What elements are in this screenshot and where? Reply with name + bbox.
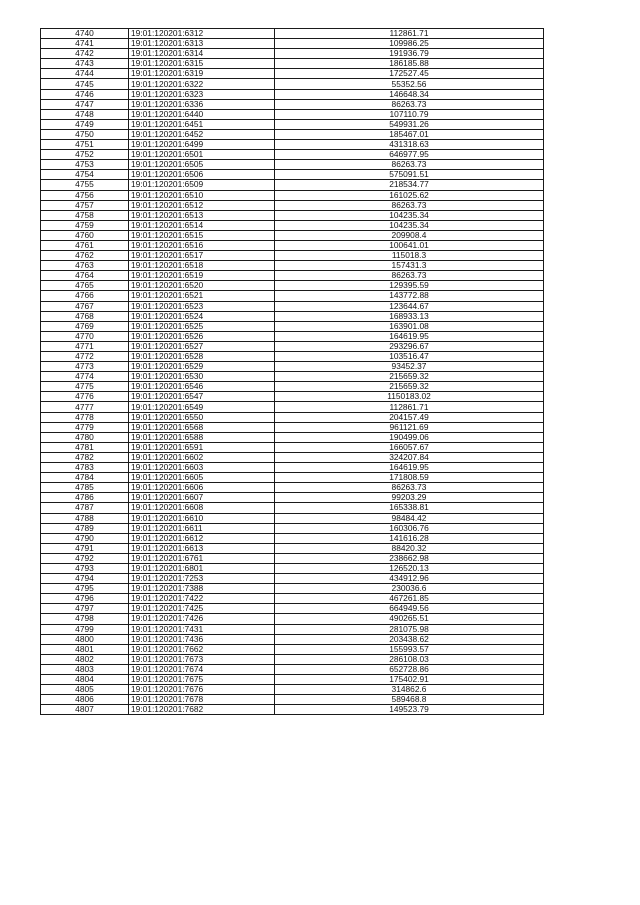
cadastral-number-cell: 19:01:120201:6605 — [129, 473, 275, 483]
cadastral-number-cell: 19:01:120201:6452 — [129, 129, 275, 139]
value-cell: 652728.86 — [275, 664, 544, 674]
row-number-cell: 4782 — [41, 452, 129, 462]
table-row — [41, 584, 544, 594]
row-number-cell: 4749 — [41, 119, 129, 129]
row-number-cell: 4761 — [41, 240, 129, 250]
value-cell: 215659.32 — [275, 372, 544, 382]
row-number-cell: 4750 — [41, 129, 129, 139]
table-row — [41, 654, 544, 664]
cadastral-number-cell: 19:01:120201:7253 — [129, 574, 275, 584]
value-cell: 238662.98 — [275, 553, 544, 563]
row-number-cell: 4758 — [41, 210, 129, 220]
table-row — [41, 422, 544, 432]
table-row — [41, 473, 544, 483]
cadastral-number-cell: 19:01:120201:6451 — [129, 119, 275, 129]
cadastral-number-cell: 19:01:120201:6505 — [129, 160, 275, 170]
table-row — [41, 331, 544, 341]
cadastral-number-cell: 19:01:120201:6613 — [129, 543, 275, 553]
table-row — [41, 69, 544, 79]
cadastral-value-table — [40, 28, 544, 715]
table-row — [41, 493, 544, 503]
value-cell: 575091.51 — [275, 170, 544, 180]
cadastral-number-cell: 19:01:120201:6591 — [129, 442, 275, 452]
cadastral-number-cell: 19:01:120201:7662 — [129, 644, 275, 654]
cadastral-number-cell: 19:01:120201:6530 — [129, 372, 275, 382]
cadastral-number-cell: 19:01:120201:6322 — [129, 79, 275, 89]
table-row — [41, 210, 544, 220]
row-number-cell: 4742 — [41, 49, 129, 59]
row-number-cell: 4768 — [41, 311, 129, 321]
cadastral-number-cell: 19:01:120201:6568 — [129, 422, 275, 432]
cadastral-number-cell: 19:01:120201:6524 — [129, 311, 275, 321]
row-number-cell: 4803 — [41, 664, 129, 674]
table-row — [41, 271, 544, 281]
value-cell: 157431.3 — [275, 261, 544, 271]
table-row — [41, 29, 544, 39]
value-cell: 163901.08 — [275, 321, 544, 331]
value-cell: 190499.06 — [275, 432, 544, 442]
table-row — [41, 594, 544, 604]
table-row — [41, 382, 544, 392]
row-number-cell: 4760 — [41, 230, 129, 240]
cadastral-number-cell: 19:01:120201:6603 — [129, 463, 275, 473]
row-number-cell: 4791 — [41, 543, 129, 553]
row-number-cell: 4786 — [41, 493, 129, 503]
row-number-cell: 4774 — [41, 372, 129, 382]
row-number-cell: 4793 — [41, 563, 129, 573]
row-number-cell: 4799 — [41, 624, 129, 634]
cadastral-number-cell: 19:01:120201:6528 — [129, 352, 275, 362]
value-cell: 434912.96 — [275, 574, 544, 584]
row-number-cell: 4792 — [41, 553, 129, 563]
row-number-cell: 4745 — [41, 79, 129, 89]
row-number-cell: 4776 — [41, 392, 129, 402]
table-row — [41, 685, 544, 695]
value-cell: 467261.85 — [275, 594, 544, 604]
cadastral-number-cell: 19:01:120201:6312 — [129, 29, 275, 39]
row-number-cell: 4804 — [41, 675, 129, 685]
table-row — [41, 99, 544, 109]
cadastral-number-cell: 19:01:120201:6514 — [129, 220, 275, 230]
cadastral-number-cell: 19:01:120201:6509 — [129, 180, 275, 190]
cadastral-number-cell: 19:01:120201:6523 — [129, 301, 275, 311]
cadastral-number-cell: 19:01:120201:7673 — [129, 654, 275, 664]
row-number-cell: 4780 — [41, 432, 129, 442]
cadastral-number-cell: 19:01:120201:6323 — [129, 89, 275, 99]
value-cell: 186185.88 — [275, 59, 544, 69]
cadastral-number-cell: 19:01:120201:6499 — [129, 140, 275, 150]
value-cell: 1150183.02 — [275, 392, 544, 402]
row-number-cell: 4785 — [41, 483, 129, 493]
table-row — [41, 695, 544, 705]
value-cell: 55352.56 — [275, 79, 544, 89]
table-row — [41, 553, 544, 563]
table-row — [41, 513, 544, 523]
table-row — [41, 624, 544, 634]
row-number-cell: 4764 — [41, 271, 129, 281]
row-number-cell: 4805 — [41, 685, 129, 695]
row-number-cell: 4778 — [41, 412, 129, 422]
cadastral-number-cell: 19:01:120201:6512 — [129, 200, 275, 210]
table-row — [41, 311, 544, 321]
value-cell: 215659.32 — [275, 382, 544, 392]
value-cell: 103516.47 — [275, 352, 544, 362]
table-row — [41, 190, 544, 200]
cadastral-number-cell: 19:01:120201:6550 — [129, 412, 275, 422]
row-number-cell: 4801 — [41, 644, 129, 654]
value-cell: 324207.84 — [275, 452, 544, 462]
value-cell: 149523.79 — [275, 705, 544, 715]
cadastral-number-cell: 19:01:120201:6527 — [129, 341, 275, 351]
table-row — [41, 150, 544, 160]
cadastral-number-cell: 19:01:120201:6611 — [129, 523, 275, 533]
cadastral-number-cell: 19:01:120201:6336 — [129, 99, 275, 109]
cadastral-number-cell: 19:01:120201:7674 — [129, 664, 275, 674]
value-cell: 589468.8 — [275, 695, 544, 705]
table-row — [41, 140, 544, 150]
row-number-cell: 4766 — [41, 291, 129, 301]
value-cell: 293296.67 — [275, 341, 544, 351]
table-row — [41, 392, 544, 402]
value-cell: 146648.34 — [275, 89, 544, 99]
table-row — [41, 442, 544, 452]
row-number-cell: 4763 — [41, 261, 129, 271]
value-cell: 86263.73 — [275, 99, 544, 109]
row-number-cell: 4769 — [41, 321, 129, 331]
value-cell: 160306.76 — [275, 523, 544, 533]
cadastral-number-cell: 19:01:120201:6516 — [129, 240, 275, 250]
row-number-cell: 4807 — [41, 705, 129, 715]
value-cell: 129395.59 — [275, 281, 544, 291]
value-cell: 104235.34 — [275, 220, 544, 230]
cadastral-number-cell: 19:01:120201:7682 — [129, 705, 275, 715]
table-row — [41, 362, 544, 372]
row-number-cell: 4752 — [41, 150, 129, 160]
value-cell: 86263.73 — [275, 271, 544, 281]
table-row — [41, 240, 544, 250]
row-number-cell: 4755 — [41, 180, 129, 190]
cadastral-number-cell: 19:01:120201:6501 — [129, 150, 275, 160]
value-cell: 204157.49 — [275, 412, 544, 422]
table-row — [41, 230, 544, 240]
table-row — [41, 160, 544, 170]
cadastral-number-cell: 19:01:120201:6440 — [129, 109, 275, 119]
value-cell: 86263.73 — [275, 483, 544, 493]
value-cell: 100641.01 — [275, 240, 544, 250]
table-row — [41, 281, 544, 291]
cadastral-number-cell: 19:01:120201:7425 — [129, 604, 275, 614]
cadastral-number-cell: 19:01:120201:6602 — [129, 452, 275, 462]
table-row — [41, 483, 544, 493]
cadastral-number-cell: 19:01:120201:7426 — [129, 614, 275, 624]
row-number-cell: 4757 — [41, 200, 129, 210]
value-cell: 123644.67 — [275, 301, 544, 311]
row-number-cell: 4789 — [41, 523, 129, 533]
value-cell: 175402.91 — [275, 675, 544, 685]
cadastral-number-cell: 19:01:120201:6761 — [129, 553, 275, 563]
value-cell: 185467.01 — [275, 129, 544, 139]
row-number-cell: 4741 — [41, 39, 129, 49]
value-cell: 164619.95 — [275, 463, 544, 473]
cadastral-number-cell: 19:01:120201:7436 — [129, 634, 275, 644]
table-row — [41, 59, 544, 69]
cadastral-number-cell: 19:01:120201:6517 — [129, 251, 275, 261]
value-cell: 549931.26 — [275, 119, 544, 129]
row-number-cell: 4773 — [41, 362, 129, 372]
table-row — [41, 180, 544, 190]
value-cell: 171808.59 — [275, 473, 544, 483]
value-cell: 112861.71 — [275, 29, 544, 39]
table-row — [41, 574, 544, 584]
table-row — [41, 523, 544, 533]
row-number-cell: 4790 — [41, 533, 129, 543]
table-row — [41, 109, 544, 119]
value-cell: 646977.95 — [275, 150, 544, 160]
value-cell: 161025.62 — [275, 190, 544, 200]
table-row — [41, 129, 544, 139]
row-number-cell: 4777 — [41, 402, 129, 412]
row-number-cell: 4740 — [41, 29, 129, 39]
value-cell: 664949.56 — [275, 604, 544, 614]
row-number-cell: 4751 — [41, 140, 129, 150]
table-row — [41, 170, 544, 180]
value-cell: 115018.3 — [275, 251, 544, 261]
value-cell: 172527.45 — [275, 69, 544, 79]
value-cell: 143772.88 — [275, 291, 544, 301]
row-number-cell: 4762 — [41, 251, 129, 261]
table-row — [41, 341, 544, 351]
cadastral-number-cell: 19:01:120201:6513 — [129, 210, 275, 220]
table-row — [41, 614, 544, 624]
table-row — [41, 79, 544, 89]
row-number-cell: 4759 — [41, 220, 129, 230]
table-row — [41, 664, 544, 674]
value-cell: 490265.51 — [275, 614, 544, 624]
value-cell: 230036.6 — [275, 584, 544, 594]
cadastral-number-cell: 19:01:120201:6319 — [129, 69, 275, 79]
value-cell: 99203.29 — [275, 493, 544, 503]
row-number-cell: 4795 — [41, 584, 129, 594]
row-number-cell: 4796 — [41, 594, 129, 604]
cadastral-number-cell: 19:01:120201:7678 — [129, 695, 275, 705]
row-number-cell: 4743 — [41, 59, 129, 69]
table-row — [41, 402, 544, 412]
table-row — [41, 261, 544, 271]
value-cell: 431318.63 — [275, 140, 544, 150]
value-cell: 281075.98 — [275, 624, 544, 634]
row-number-cell: 4797 — [41, 604, 129, 614]
value-cell: 98484.42 — [275, 513, 544, 523]
cadastral-number-cell: 19:01:120201:6547 — [129, 392, 275, 402]
table-row — [41, 412, 544, 422]
value-cell: 203438.62 — [275, 634, 544, 644]
row-number-cell: 4802 — [41, 654, 129, 664]
table-row — [41, 200, 544, 210]
row-number-cell: 4748 — [41, 109, 129, 119]
cadastral-number-cell: 19:01:120201:7675 — [129, 675, 275, 685]
table-row — [41, 533, 544, 543]
value-cell: 191936.79 — [275, 49, 544, 59]
table-row — [41, 503, 544, 513]
cadastral-number-cell: 19:01:120201:6519 — [129, 271, 275, 281]
cadastral-number-cell: 19:01:120201:6801 — [129, 563, 275, 573]
value-cell: 168933.13 — [275, 311, 544, 321]
cadastral-number-cell: 19:01:120201:6314 — [129, 49, 275, 59]
row-number-cell: 4783 — [41, 463, 129, 473]
cadastral-number-cell: 19:01:120201:6510 — [129, 190, 275, 200]
table-row — [41, 352, 544, 362]
cadastral-number-cell: 19:01:120201:6610 — [129, 513, 275, 523]
table-row — [41, 705, 544, 715]
table-row — [41, 432, 544, 442]
cadastral-number-cell: 19:01:120201:6520 — [129, 281, 275, 291]
row-number-cell: 4794 — [41, 574, 129, 584]
table-row — [41, 644, 544, 654]
value-cell: 88420.32 — [275, 543, 544, 553]
cadastral-number-cell: 19:01:120201:7422 — [129, 594, 275, 604]
row-number-cell: 4772 — [41, 352, 129, 362]
value-cell: 209908.4 — [275, 230, 544, 240]
row-number-cell: 4744 — [41, 69, 129, 79]
row-number-cell: 4788 — [41, 513, 129, 523]
cadastral-number-cell: 19:01:120201:7431 — [129, 624, 275, 634]
table-row — [41, 675, 544, 685]
table-row — [41, 634, 544, 644]
table-row — [41, 543, 544, 553]
value-cell: 961121.69 — [275, 422, 544, 432]
row-number-cell: 4770 — [41, 331, 129, 341]
row-number-cell: 4747 — [41, 99, 129, 109]
table-row — [41, 39, 544, 49]
value-cell: 286108.03 — [275, 654, 544, 664]
cadastral-number-cell: 19:01:120201:6546 — [129, 382, 275, 392]
cadastral-number-cell: 19:01:120201:6515 — [129, 230, 275, 240]
value-cell: 109986.25 — [275, 39, 544, 49]
value-cell: 314862.6 — [275, 685, 544, 695]
row-number-cell: 4784 — [41, 473, 129, 483]
value-cell: 86263.73 — [275, 160, 544, 170]
row-number-cell: 4756 — [41, 190, 129, 200]
cadastral-number-cell: 19:01:120201:6588 — [129, 432, 275, 442]
cadastral-number-cell: 19:01:120201:6315 — [129, 59, 275, 69]
value-cell: 218534.77 — [275, 180, 544, 190]
table-row — [41, 321, 544, 331]
row-number-cell: 4753 — [41, 160, 129, 170]
row-number-cell: 4775 — [41, 382, 129, 392]
table-row — [41, 220, 544, 230]
table-row — [41, 463, 544, 473]
cadastral-number-cell: 19:01:120201:6313 — [129, 39, 275, 49]
table-row — [41, 119, 544, 129]
cadastral-number-cell: 19:01:120201:6606 — [129, 483, 275, 493]
row-number-cell: 4779 — [41, 422, 129, 432]
table-row — [41, 563, 544, 573]
row-number-cell: 4765 — [41, 281, 129, 291]
value-cell: 166057.67 — [275, 442, 544, 452]
row-number-cell: 4746 — [41, 89, 129, 99]
cadastral-number-cell: 19:01:120201:6506 — [129, 170, 275, 180]
cadastral-number-cell: 19:01:120201:6518 — [129, 261, 275, 271]
table-row — [41, 49, 544, 59]
table-row — [41, 251, 544, 261]
table-row — [41, 604, 544, 614]
value-cell: 165338.81 — [275, 503, 544, 513]
value-cell: 86263.73 — [275, 200, 544, 210]
value-cell: 141616.28 — [275, 533, 544, 543]
cadastral-number-cell: 19:01:120201:7388 — [129, 584, 275, 594]
cadastral-number-cell: 19:01:120201:6529 — [129, 362, 275, 372]
row-number-cell: 4806 — [41, 695, 129, 705]
value-cell: 93452.37 — [275, 362, 544, 372]
cadastral-number-cell: 19:01:120201:6608 — [129, 503, 275, 513]
row-number-cell: 4798 — [41, 614, 129, 624]
value-cell: 112861.71 — [275, 402, 544, 412]
value-cell: 126520.13 — [275, 563, 544, 573]
value-cell: 107110.79 — [275, 109, 544, 119]
row-number-cell: 4800 — [41, 634, 129, 644]
row-number-cell: 4781 — [41, 442, 129, 452]
table-row — [41, 452, 544, 462]
value-cell: 164619.95 — [275, 331, 544, 341]
cadastral-number-cell: 19:01:120201:7676 — [129, 685, 275, 695]
cadastral-number-cell: 19:01:120201:6526 — [129, 331, 275, 341]
cadastral-number-cell: 19:01:120201:6612 — [129, 533, 275, 543]
table-body — [41, 29, 544, 715]
value-cell: 104235.34 — [275, 210, 544, 220]
table-row — [41, 89, 544, 99]
table-row — [41, 301, 544, 311]
row-number-cell: 4767 — [41, 301, 129, 311]
cadastral-number-cell: 19:01:120201:6549 — [129, 402, 275, 412]
cadastral-number-cell: 19:01:120201:6521 — [129, 291, 275, 301]
table-row — [41, 291, 544, 301]
table-row — [41, 372, 544, 382]
cadastral-number-cell: 19:01:120201:6525 — [129, 321, 275, 331]
row-number-cell: 4771 — [41, 341, 129, 351]
cadastral-number-cell: 19:01:120201:6607 — [129, 493, 275, 503]
value-cell: 155993.57 — [275, 644, 544, 654]
row-number-cell: 4754 — [41, 170, 129, 180]
row-number-cell: 4787 — [41, 503, 129, 513]
